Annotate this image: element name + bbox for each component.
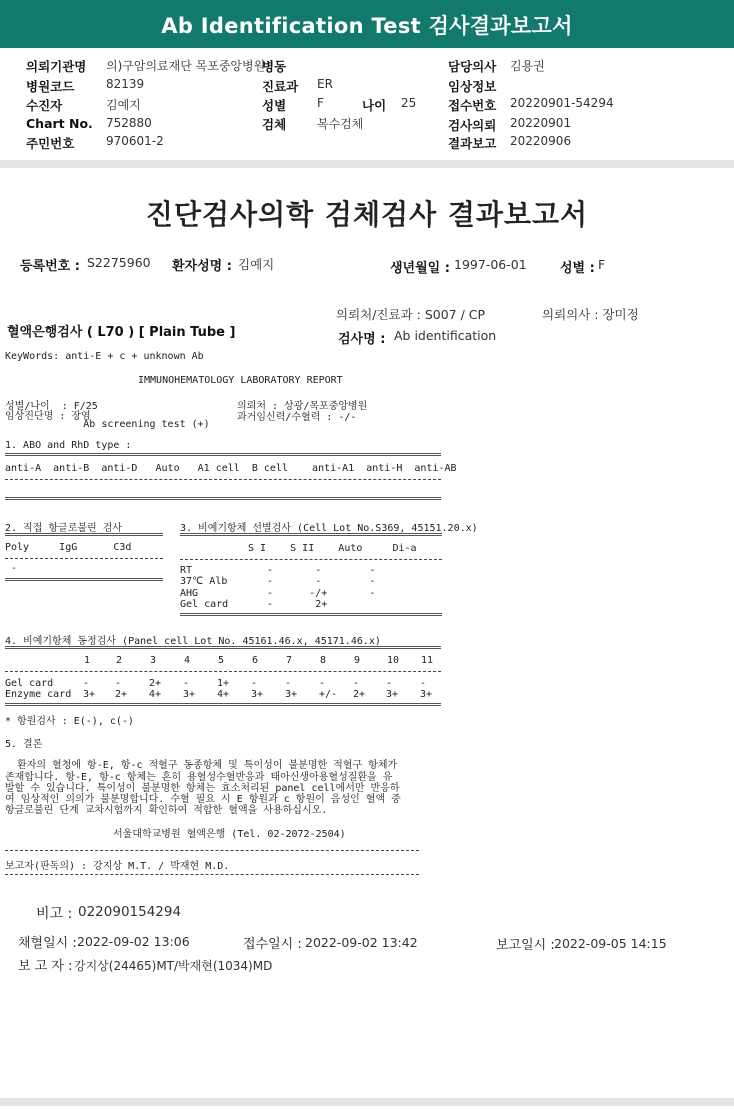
institution-label: 의뢰기관명 — [26, 59, 87, 74]
conclusion-line: 환자의 혈청에 항-E, 항-c 적혈구 동종항체 및 특이성이 불분명한 적혈구 항체가 — [5, 760, 398, 771]
panel-cell: - — [386, 678, 393, 689]
screening-header: S I S II Auto Di-a — [248, 543, 417, 554]
report-date-label: 결과보고 — [448, 136, 497, 151]
rule — [5, 578, 163, 581]
panel-cell: - — [420, 678, 427, 689]
panel-column-header: 2 — [116, 655, 123, 666]
screening-row-values: - 2+ — [255, 599, 328, 610]
screening-row-label: Gel card — [180, 599, 229, 610]
reported-value: 2022-09-05 14:15 — [554, 936, 667, 951]
rule — [5, 533, 163, 536]
receipt-label: 접수번호 — [448, 98, 497, 113]
rule — [5, 453, 441, 456]
screening-title: 3. 비예기항체 선별검사 (Cell Lot No.S369, 45151.20.x) — [180, 523, 478, 534]
panel-column-header: 9 — [354, 655, 361, 666]
lab-report-title: IMMUNOHEMATOLOGY LABORATORY REPORT — [138, 375, 343, 386]
keywords: KeyWords: anti-E + c + unknown Ab — [5, 351, 204, 362]
sex-age: 성별/나이 : F/25 — [5, 401, 98, 412]
rrn-label: 주민번호 — [26, 136, 75, 151]
reporter-label: 보 고 자 : — [18, 959, 73, 974]
request-label: 검사의뢰 — [448, 118, 497, 133]
conclusion-line: 항글로불린 단계 교차시험까지 확인하여 적합한 혈액을 사용하십시오. — [5, 805, 328, 816]
specimen-value: 복수검체 — [317, 117, 364, 131]
dat-header: Poly IgG C3d — [5, 542, 132, 553]
footer-divider — [0, 1098, 734, 1106]
screening-row-values: - - - — [255, 576, 376, 587]
chart-label: Chart No. — [26, 116, 93, 131]
examinee-label: 수진자 — [26, 98, 63, 113]
age-label: 나이 — [362, 98, 387, 113]
dob-label: 생년월일 : — [390, 261, 450, 276]
panel-column-header: 11 — [421, 655, 434, 666]
panel-cell: - — [83, 678, 90, 689]
blood-bank-contact: 서울대학교병원 혈액은행 (Tel. 02-2072-2504) — [113, 829, 346, 840]
screening-row-label: 37℃ Alb — [180, 576, 228, 587]
rule — [5, 497, 441, 500]
sex-label: 성별 — [262, 98, 287, 113]
abo-rhd-header: anti-A anti-B anti-D Auto A1 cell B cell anti-A1 anti-H anti-AB — [5, 463, 457, 474]
hospital-code-value: 82139 — [106, 77, 145, 91]
referrer: 의뢰처 : 상광/목포중앙병원 — [237, 401, 368, 412]
ward-label: 병동 — [262, 59, 287, 74]
abo-rhd-title: 1. ABO and RhD type : — [5, 440, 132, 451]
rule — [180, 613, 442, 616]
rule — [5, 850, 419, 851]
screening-row-label: AHG — [180, 588, 199, 599]
clinical-diagnosis: 임상진단명 : 장염 — [5, 411, 91, 422]
panel-column-header: 3 — [150, 655, 157, 666]
panel-column-header: 1 — [84, 655, 91, 666]
screening-note: Ab screening test (+) — [5, 419, 210, 430]
collect-label: 채혈일시 : — [18, 936, 77, 951]
collect-value: 2022-09-02 13:06 — [77, 934, 190, 949]
receipt-value: 20220901-54294 — [510, 96, 614, 110]
clinical-info-label: 임상정보 — [448, 79, 497, 94]
request-doctor: 의뢰의사 : 장미정 — [542, 307, 639, 322]
panel-cell: - — [115, 678, 122, 689]
panel-cell: 3+ — [83, 689, 96, 700]
panel-cell: 3+ — [285, 689, 298, 700]
transfusion-history: 과거임신력/수혈력 : -/- — [237, 412, 357, 423]
screening-row-values: - - - — [255, 565, 376, 576]
received-label: 접수일시 : — [243, 937, 302, 952]
dob-value: 1997-06-01 — [454, 257, 527, 272]
dat-value: - — [5, 563, 18, 574]
patient-value: 김예지 — [238, 257, 275, 272]
rule — [180, 559, 442, 560]
title-bar — [0, 0, 734, 48]
screening-row-values: - -/+ - — [255, 588, 376, 599]
report-title: 진단검사의학 검체검사 결과보고서 — [145, 198, 589, 231]
panel-column-header: 7 — [286, 655, 293, 666]
panel-cell: +/- — [319, 689, 338, 700]
panel-cell: 2+ — [149, 678, 162, 689]
age-value: 25 — [401, 96, 417, 110]
sex-value: F — [317, 96, 324, 110]
panel-row-label: Enzyme card — [5, 689, 72, 700]
hospital-code-label: 병원코드 — [26, 79, 75, 94]
doctor-value: 김용권 — [510, 59, 545, 73]
rule — [5, 646, 441, 649]
report-date-value: 20220906 — [510, 134, 572, 148]
rule — [5, 558, 163, 559]
reported-label: 보고일시 : — [496, 938, 555, 953]
conclusion-line: 존재합니다. 항-E, 항-c 항체는 흔히 용혈성수혈반응과 태아신생아용혈성질환을 유 — [5, 772, 393, 783]
panel-cell: - — [251, 678, 258, 689]
reporter-line: 보고자(판독의) : 강지상 M.T. / 박재현 M.D. — [5, 861, 230, 872]
rule — [5, 671, 441, 672]
rule — [5, 479, 441, 480]
dat-title: 2. 직접 항글로불린 검사 — [5, 523, 123, 534]
remark-value: 022090154294 — [78, 904, 182, 920]
screening-row-label: RT — [180, 565, 193, 576]
rrn-value: 970601-2 — [106, 134, 164, 148]
panel-cell: - — [319, 678, 326, 689]
request-value: 20220901 — [510, 116, 572, 130]
rule — [5, 703, 441, 706]
remark-label: 비고 : — [36, 906, 73, 922]
panel-row-label: Gel card — [5, 678, 54, 689]
institution-value: 의)구암의료재단 목포중앙병원 — [106, 59, 266, 73]
panel-cell: 1+ — [217, 678, 230, 689]
conclusion-line: 여 임상적인 의의가 불분명합니다. 수혈 필요 시 E 항원과 c 항원이 음성인 혈액 중 — [5, 794, 401, 805]
request-dept: 의뢰처/진료과 : S007 / CP — [336, 307, 486, 322]
page-title: Ab Identification Test 검사결과보고서 — [161, 14, 573, 38]
reg-value: S2275960 — [87, 255, 151, 270]
chart-value: 752880 — [106, 116, 152, 130]
report-sex-label: 성별 : — [560, 261, 595, 276]
panel-cell: 3+ — [386, 689, 399, 700]
panel-column-header: 10 — [387, 655, 400, 666]
panel-cell: 3+ — [183, 689, 196, 700]
panel-cell: - — [183, 678, 190, 689]
reporter-value: 강지상(24465)MT/박재현(1034)MD — [74, 959, 273, 973]
doctor-label: 담당의사 — [448, 59, 497, 74]
rule — [5, 874, 419, 875]
panel-column-header: 8 — [320, 655, 327, 666]
reg-label: 등록번호 : — [20, 259, 80, 274]
examinee-value: 김예지 — [106, 98, 141, 112]
patient-label: 환자성명 : — [172, 259, 232, 274]
rule — [180, 533, 442, 536]
panel-cell: 2+ — [115, 689, 128, 700]
dept-label: 진료과 — [262, 79, 299, 94]
conclusion-line: 발할 수 있습니다. 특이성이 불분명한 항체는 효소처리된 panel cell에서만 반응하 — [5, 783, 400, 794]
panel-cell: - — [353, 678, 360, 689]
panel-column-header: 6 — [252, 655, 259, 666]
dept-value: ER — [317, 77, 333, 91]
panel-cell: 3+ — [251, 689, 264, 700]
section-divider — [0, 160, 734, 168]
specimen-label: 검체 — [262, 117, 287, 132]
conclusion-title: 5. 결론 — [5, 739, 43, 750]
panel-column-header: 4 — [184, 655, 191, 666]
panel-title: 4. 비예기항체 동정검사 (Panel cell Lot No. 45161.46.x, 45171.46.x) — [5, 636, 381, 647]
panel-cell: 4+ — [149, 689, 162, 700]
test-code: 혈액은행검사 ( L70 ) [ Plain Tube ] — [7, 325, 236, 340]
panel-cell: - — [285, 678, 292, 689]
panel-cell: 3+ — [420, 689, 433, 700]
panel-column-header: 5 — [218, 655, 225, 666]
received-value: 2022-09-02 13:42 — [305, 935, 418, 950]
panel-cell: 2+ — [353, 689, 366, 700]
test-name-value: Ab identification — [394, 328, 497, 343]
report-sex-value: F — [598, 257, 606, 272]
panel-cell: 4+ — [217, 689, 230, 700]
antigen-test: * 항원검사 : E(-), c(-) — [5, 716, 134, 727]
test-name-label: 검사명 : — [338, 332, 386, 347]
